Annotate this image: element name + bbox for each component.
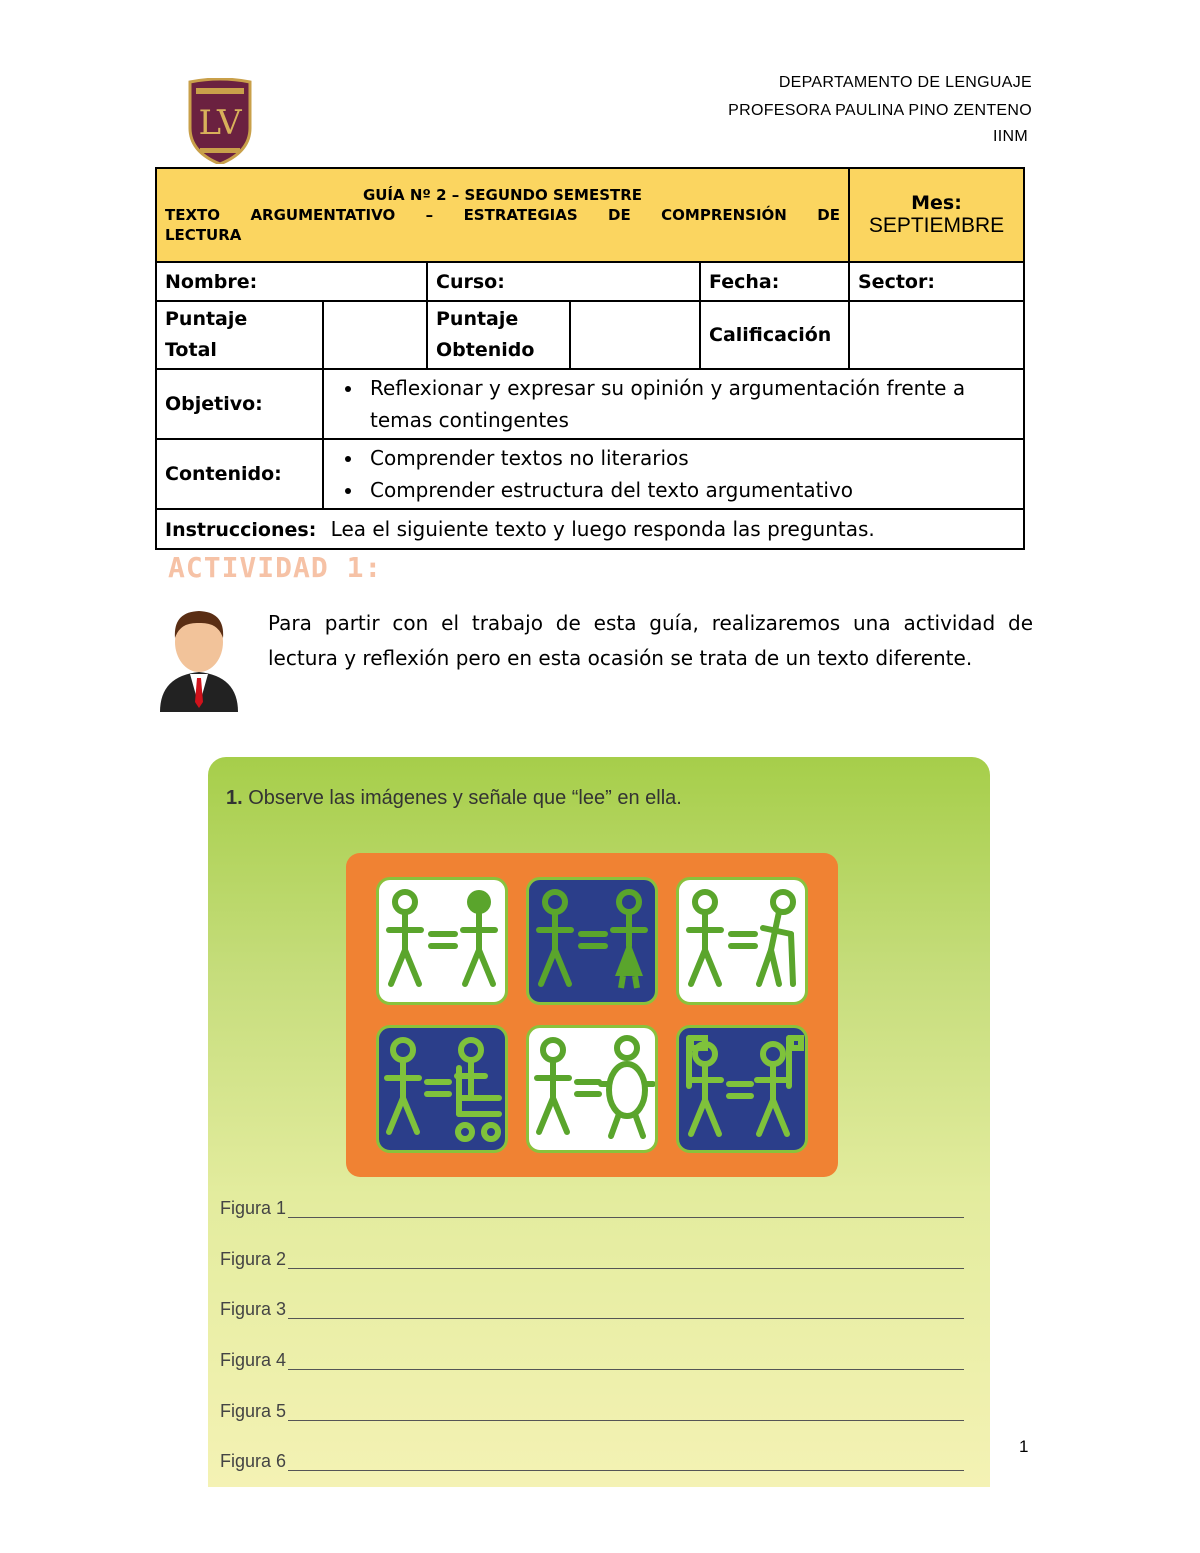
objective-label: Objetivo: [156,369,323,439]
guide-subtitle [165,205,840,225]
figure-5-tile [526,1025,658,1153]
content-list [323,439,1024,509]
person-icon [158,606,240,712]
subtitle-word: TEXTO [165,206,221,224]
figure-3-answer-line[interactable] [288,1318,964,1319]
subtitle-word: ESTRATEGIAS [463,206,578,224]
instructions-text: Lea el siguiente texto y luego responda las preguntas. [330,517,875,541]
instructions-label: Instrucciones: [165,519,317,541]
figure-2-tile [526,877,658,1005]
subtitle-word: DE [608,206,631,224]
grade-label: Calificación [700,301,849,369]
subtitle-word: COMPRENSIÓN [661,206,787,224]
sector-field[interactable]: Sector: [849,262,1024,301]
obtained-score-label-l2: Obtenido [436,339,535,361]
activity-image [208,757,990,1487]
total-score-label-l1: Puntaje [165,308,248,330]
guide-title: GUÍA Nº 2 – SEGUNDO SEMESTRE [362,186,643,204]
figure-4-label: Figura 4 [220,1350,287,1370]
objective-item: • Reflexionar y expresar su opinión y argumentación frente a temas contingentes [364,372,1015,436]
instructions-cell [156,509,1024,549]
obtained-score-label [427,301,570,369]
activity-title: ACTIVIDAD 1: [168,551,383,584]
figure-5-answer-line[interactable] [288,1420,964,1421]
figure-5-label: Figura 5 [220,1401,287,1421]
content-label: Contenido: [156,439,323,509]
department-label: DEPARTAMENTO DE LENGUAJE [778,74,1032,91]
figure-1-answer-line[interactable] [288,1217,964,1218]
name-field[interactable]: Nombre: [156,262,427,301]
question-text [226,787,682,810]
teacher-label: PROFESORA PAULINA PINO ZENTENO [728,102,1032,119]
total-score-label [156,301,323,369]
subtitle-word: – [425,206,434,224]
equal-people-icon [379,880,505,1002]
school-logo [188,78,252,164]
question-number: 1. [226,787,243,809]
figure-2-answer-line[interactable] [288,1268,964,1269]
guide-title-cell [156,168,849,262]
total-score-label-l2: Total [165,339,217,361]
course-field[interactable]: Curso: [427,262,700,301]
month-label: Mes: [911,192,962,214]
figure-6-tile [676,1025,808,1153]
figure-3-tile [676,877,808,1005]
subtitle-word: ARGUMENTATIVO [250,206,396,224]
obtained-score-label-l1: Puntaje [436,308,519,330]
wheelchair-icon [379,1028,505,1150]
guide-subtitle-end: LECTURA [165,226,242,244]
figure-1-tile [376,877,508,1005]
total-score-field[interactable] [323,301,427,369]
objective-content [323,369,1024,439]
month-cell [849,168,1024,262]
figure-1-label: Figura 1 [220,1198,287,1218]
figure-6-label: Figura 6 [220,1451,287,1471]
flags-icon [679,1028,805,1150]
figure-4-answer-line[interactable] [288,1369,964,1370]
obtained-score-field[interactable] [570,301,700,369]
grade-field[interactable] [849,301,1024,369]
man-woman-icon [529,880,655,1002]
level-label: IINM [993,128,1028,145]
obese-person-icon [529,1028,655,1150]
guide-header-table [155,167,1025,550]
figure-3-label: Figura 3 [220,1299,287,1319]
icon-grid [346,853,838,1177]
activity-intro: Para partir con el trabajo de esta guía, realizaremos una actividad de lectura y reflexión pero en esta ocasión se trata de un texto diferente. [268,611,1033,670]
content-item: • Comprender estructura del texto argumentativo [364,474,1015,506]
svg-text:LV: LV [198,103,242,143]
date-field[interactable]: Fecha: [700,262,849,301]
figure-4-tile [376,1025,508,1153]
month-value: SEPTIEMBRE [868,214,1005,237]
page-number: 1 [1019,1437,1029,1456]
figure-2-label: Figura 2 [220,1249,287,1269]
figure-6-answer-line[interactable] [288,1470,964,1471]
content-item: • Comprender textos no literarios [364,442,1015,474]
question-label: Observe las imágenes y señale que “lee” en ella. [248,787,682,809]
man-elderly-icon [679,880,805,1002]
subtitle-word: DE [817,206,840,224]
